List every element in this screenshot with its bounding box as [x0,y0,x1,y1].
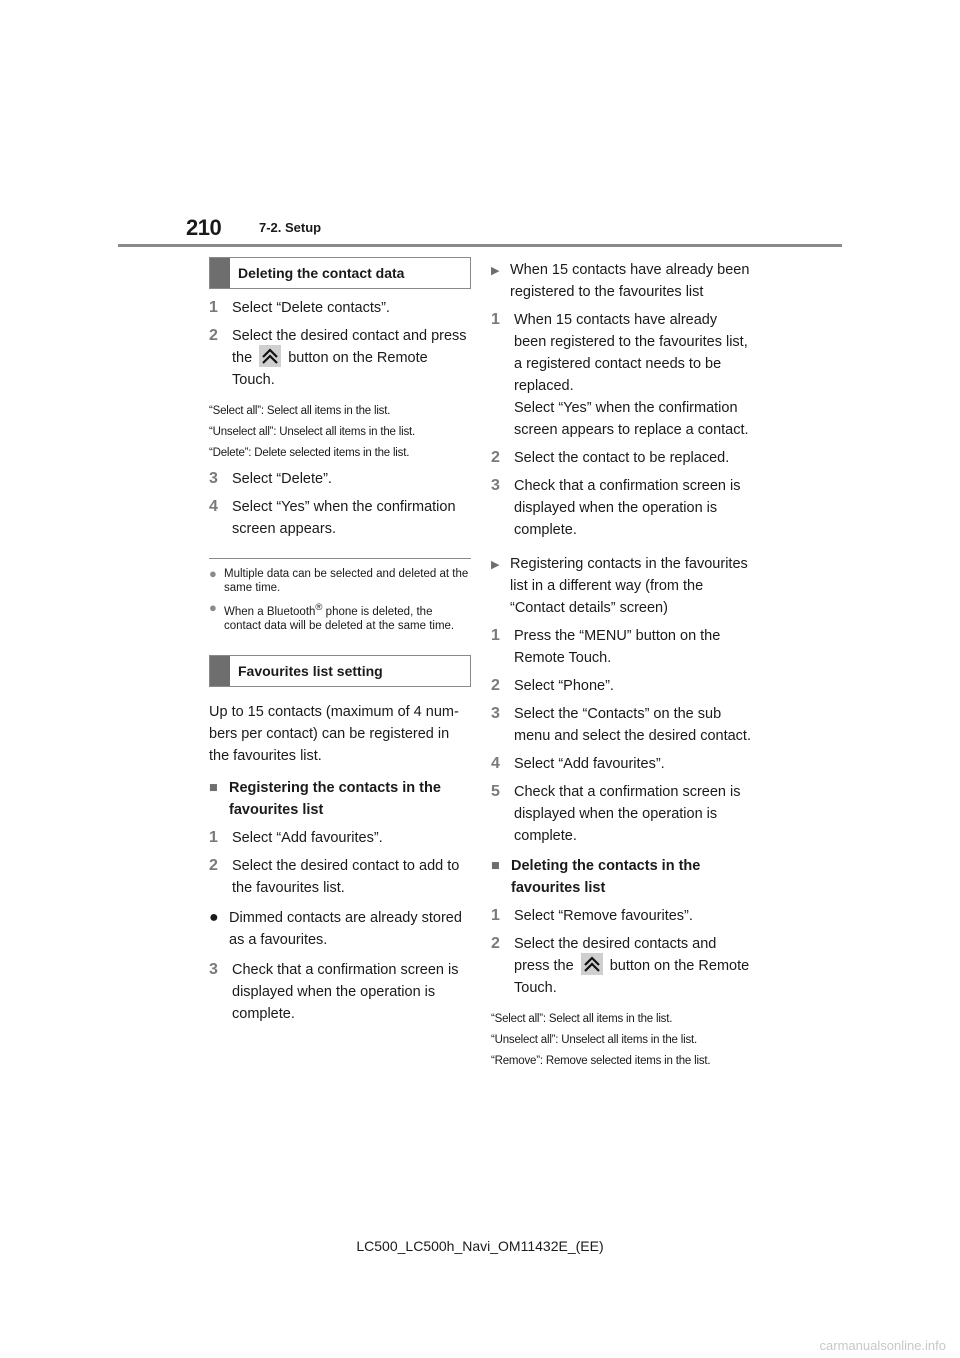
step-text-part: button on the Remote Touch. [514,958,750,997]
subheading-text: Registering the contacts in the favourites list [229,780,441,818]
step-text: Check that a confirmation screen is displayed when the operation is complete. [514,784,741,844]
condition-text: Registering contacts in the favourites list in a different way (from the “Contact details” screen) [510,556,748,616]
step-text: When 15 contacts have already been registered to the favourites list, a registered contact needs to be replaced. Select “Yes” when the confirmation screen appears to replace a contact. [514,312,749,438]
step-number: 2 [491,935,500,952]
step [491,309,753,441]
left-column [209,257,471,1031]
bullet-item [209,907,471,951]
circle-bullet-icon: ● [209,600,217,616]
step-number: 2 [209,857,218,874]
step [491,753,753,775]
condition-heading [491,553,753,619]
step-text: Select “Yes” when the confirmation screen appears. [232,499,456,538]
step-number: 2 [491,449,500,466]
black-square-icon: ■ [491,858,500,874]
step-text: Press the “MENU” button on the Remote Touch. [514,628,721,666]
step [209,496,471,540]
step-number: 3 [209,961,218,978]
step [491,625,753,669]
step-text: Select “Phone”. [514,678,614,694]
step-text [514,933,753,999]
info-text-part: phone is deleted, the contact data will be deleted at the same time. [224,606,455,632]
step [209,297,471,319]
subheading [209,777,471,821]
step-text: Check that a confirmation screen is displayed when the operation is complete. [232,962,459,1022]
note-line: “Delete”: Delete selected items in the list. [209,447,410,460]
step-number: 1 [491,907,500,924]
section-bar [210,258,230,288]
info-bullet [209,601,471,633]
section-box-title: Favourites list setting [238,663,383,679]
header-divider [118,244,842,247]
condition-heading [491,259,753,303]
condition-text: When 15 contacts have already been registered to the favourites list [510,262,750,300]
step-text: Select “Add favourites”. [514,756,665,772]
intro-line: bers per contact) can be registered in [209,726,450,742]
document-code: LC500_LC500h_Navi_OM11432E_(EE) [356,1238,604,1254]
watermark: carmanualsonline.info [819,1338,946,1353]
step-text: Select “Delete contacts”. [232,300,390,316]
step-number: 4 [209,498,218,516]
note-line: “Unselect all”: Unselect all items in the list. [209,426,415,439]
step-text: Select “Delete”. [232,471,332,488]
info-bullet [209,567,471,595]
note-line: “Select all”: Select all items in the list. [491,1013,673,1026]
step [209,468,471,490]
step [491,781,753,847]
step [491,905,753,927]
step [491,675,753,697]
step-text: Select the desired contact to add to the favourites list. [232,858,460,896]
info-text [224,601,471,633]
step-number: 1 [491,627,500,644]
step-number: 2 [491,677,500,694]
info-divider [209,558,471,559]
right-triangle-icon: ▶ [491,265,500,277]
step-text-part: Select the desired contact and press the [232,328,467,366]
step [491,447,753,469]
step-number: 1 [209,829,218,846]
bullet-text: Dimmed contacts are already stored as a favourites. [229,910,462,948]
step-text [232,325,471,391]
note-line: “Remove”: Remove selected items in the list. [491,1055,711,1068]
intro-paragraph [209,701,471,767]
info-text: Multiple data can be selected and deleted at the same time. [224,568,469,595]
step-number: 3 [209,470,218,488]
right-triangle-icon: ▶ [491,559,500,571]
black-square-icon: ■ [209,780,218,796]
page-number: 210 [186,215,222,240]
step [491,703,753,747]
step-text: Select “Add favourites”. [232,830,383,846]
section-bar [210,656,230,686]
step [209,325,471,391]
intro-line: the favourites list. [209,748,322,764]
step-number: 3 [491,477,500,494]
circle-bullet-icon: ● [209,566,217,582]
step [209,827,471,849]
section-box-favourites-setting [209,655,471,687]
step [491,933,753,999]
step-text: Check that a confirmation screen is displayed when the operation is complete. [514,478,741,538]
step [209,959,471,1025]
note-line: “Unselect all”: Unselect all items in the list. [491,1034,697,1047]
step-number: 1 [491,311,500,328]
step-text-part: button on the Remote Touch. [232,350,428,389]
step-number: 5 [491,783,500,800]
step-text: Select the contact to be replaced. [514,450,730,466]
info-text-part: When a Bluetooth [224,606,316,618]
note-line: “Select all”: Select all items in the list. [209,405,391,418]
step-number: 3 [491,705,500,722]
step-number: 1 [209,299,218,316]
step-text: Select the “Contacts” on the sub menu and select the desired contact. [514,706,751,744]
section-box-title: Deleting the contact data [238,265,405,281]
circle-bullet-icon: ● [209,909,219,926]
subheading-text: Deleting the contacts in the favourites list [511,858,701,896]
section-title: 7-2. Setup [259,220,322,235]
step [209,855,471,899]
double-chevron-up-icon [581,953,603,975]
step-text: Select “Remove favourites”. [514,908,693,924]
double-chevron-up-icon [259,345,281,367]
step-number: 4 [491,755,500,772]
step [491,475,753,541]
section-box-deleting-contact [209,257,471,289]
step-number: 2 [209,327,218,344]
right-column [491,253,753,1074]
registered-mark: ® [315,602,323,614]
step-text-part: Select the desired contacts and press the [514,936,717,974]
subheading [491,855,753,899]
intro-line: Up to 15 contacts (maximum of 4 num- [209,704,459,720]
